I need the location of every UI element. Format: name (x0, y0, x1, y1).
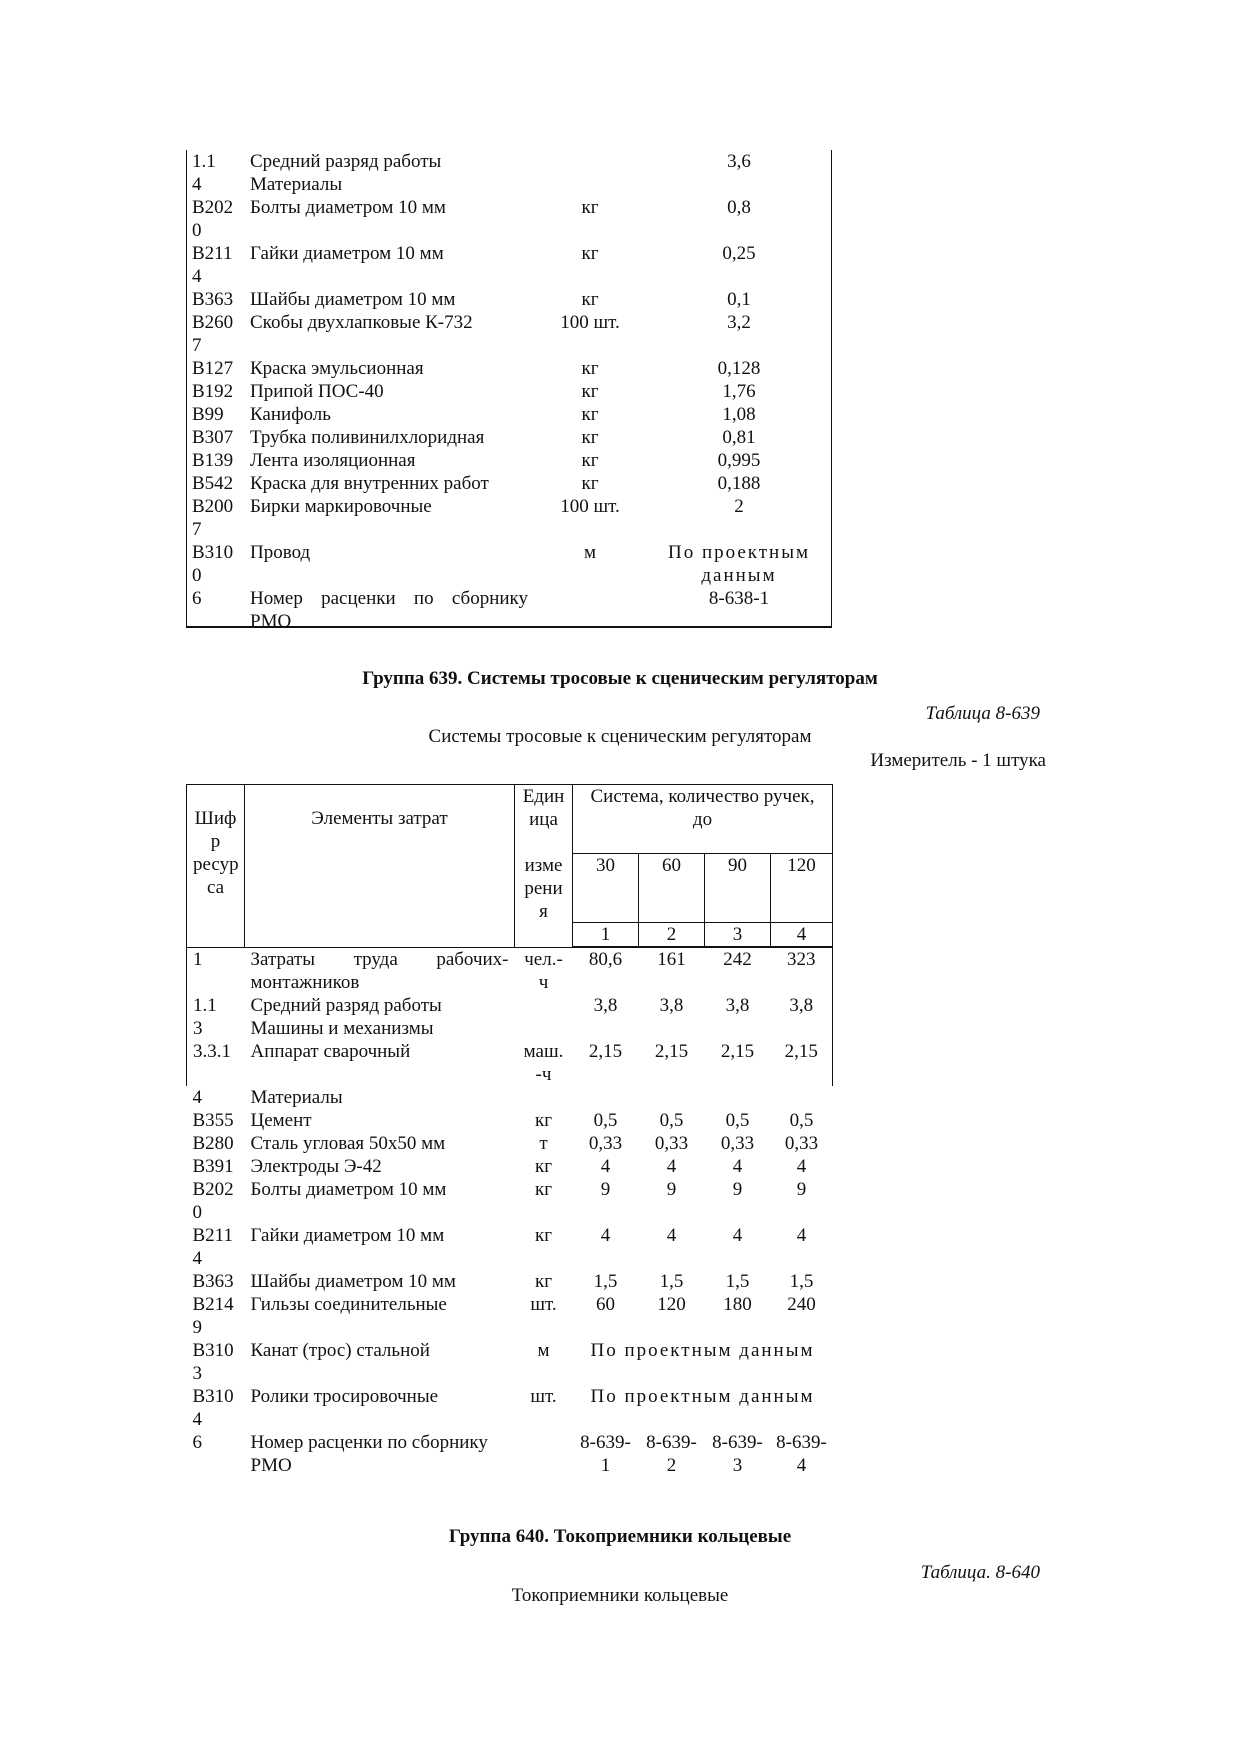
resource-code: В211 4 (192, 243, 233, 287)
unit: м (583, 542, 597, 563)
resource-code: В363 (192, 289, 234, 310)
resource-code: В280 (192, 1132, 234, 1154)
value-col-4 (771, 1086, 833, 1109)
value-col-1: 4 (600, 1155, 611, 1177)
value-col-4: 8-639- 4 (776, 1431, 827, 1476)
resource-code: 1.1 3 (187, 994, 245, 1040)
value-col-4: 4 (796, 1155, 807, 1177)
resource-code: В391 (192, 1155, 234, 1177)
value-col-4: 3,8 (771, 994, 833, 1040)
unit: кг (534, 1109, 553, 1131)
resource-code: В139 (192, 450, 234, 471)
value: 1,76 (722, 381, 756, 402)
value-col-3 (705, 1086, 771, 1109)
header-col-120: 120 (771, 854, 833, 923)
value-col-4: 9 (796, 1178, 807, 1200)
value-col-1: 0,33 (588, 1132, 623, 1154)
value-col-2: 0,5 (659, 1109, 684, 1131)
table-row (186, 587, 832, 633)
cost-element: Электроды Э-42 (250, 1155, 382, 1177)
cost-element: Цемент (250, 1109, 312, 1131)
resource-code: В192 (192, 381, 234, 402)
cost-element: Болты диаметром 10 мм (250, 1178, 447, 1200)
resource-code: В127 (192, 358, 234, 379)
value-col-1: 8-639- 1 (580, 1431, 631, 1476)
cost-element: Болты диаметром 10 мм (250, 197, 446, 218)
resource-code: В260 7 (192, 312, 234, 356)
table-row (186, 311, 832, 357)
value-col-1: 4 (600, 1224, 611, 1246)
value-col-1: 0,5 (593, 1109, 618, 1131)
value-col-2: 9 (666, 1178, 677, 1200)
value-col-1: 1,5 (593, 1270, 618, 1292)
cost-element: Шайбы диаметром 10 мм (250, 289, 456, 310)
cost-element: Аппарат сварочный (250, 1040, 411, 1062)
value-col-3: 180 (723, 1293, 752, 1315)
table-row (186, 288, 832, 311)
cost-element: Номер расценки по сборнику РМО (250, 588, 528, 632)
value-col-2: 0,33 (654, 1132, 689, 1154)
cost-element: Припой ПОС-40 (250, 381, 384, 402)
value-col-3: 3,8 (725, 994, 750, 1016)
unit: шт. (530, 1293, 557, 1315)
table-row (186, 380, 832, 403)
table-row (186, 357, 832, 380)
value: 8-638-1 (708, 588, 770, 609)
value-col-3: 8-639- 3 (712, 1431, 763, 1476)
value: По проектным данным (667, 542, 811, 586)
cost-element: Гильзы соединительные (250, 1293, 447, 1315)
value-col-4: 1,5 (789, 1270, 814, 1292)
cost-element: Бирки маркировочные (250, 496, 432, 517)
header-num-2: 2 (639, 923, 705, 948)
resource-code: 6 (192, 588, 202, 609)
table-row (186, 242, 832, 288)
header-resource-code: Шиф р ресур са (187, 785, 245, 948)
table-row (187, 1385, 833, 1431)
table-caption-640: Токоприемники кольцевые (511, 1585, 729, 1606)
table-row (186, 541, 832, 587)
resource-code: В202 0 (192, 1178, 234, 1223)
unit: кг (581, 289, 599, 310)
table-row (186, 150, 832, 196)
value-col-4: 2,15 (771, 1040, 833, 1086)
unit: кг (534, 1178, 553, 1200)
value-col-3: 242 (723, 949, 752, 970)
value-col-2: 2,15 (654, 1040, 689, 1062)
value-col-3: 9 (732, 1178, 743, 1200)
resource-code: В200 7 (192, 496, 234, 540)
value-col-2: 3,8 (659, 994, 684, 1016)
value: 0,188 (717, 473, 761, 494)
value-col-2: 1,5 (659, 1270, 684, 1292)
table-row (187, 1109, 833, 1132)
unit: чел.- ч (524, 948, 563, 993)
table-row (186, 426, 832, 449)
value-col-1: 9 (600, 1178, 611, 1200)
cost-element: Канифоль (250, 404, 331, 425)
unit: кг (581, 243, 599, 264)
table-row (187, 1224, 833, 1270)
cost-element: Гайки диаметром 10 мм (250, 243, 444, 264)
unit: кг (534, 1155, 553, 1177)
unit (534, 150, 646, 196)
value-col-3: 4 (732, 1155, 743, 1177)
unit (515, 994, 573, 1040)
table-row (187, 1270, 833, 1293)
table-row (187, 1293, 833, 1339)
table-number-8-639: Таблица 8-639 (925, 703, 1040, 724)
cost-element: Краска для внутренних работ (250, 473, 489, 494)
cost-element: Канат (трос) стальной (250, 1339, 430, 1361)
value-col-4: 0,33 (784, 1132, 819, 1154)
value-col-1: 60 (596, 1293, 615, 1315)
table-row (187, 1132, 833, 1155)
resource-code: В307 (192, 427, 234, 448)
table-row (187, 1086, 833, 1109)
resource-code: В202 0 (192, 197, 234, 241)
value: 3,2 (727, 312, 751, 333)
resource-code: В310 0 (192, 542, 234, 586)
value: 0,995 (717, 450, 761, 471)
group-639-heading: Группа 639. Системы тросовые к сценическим регуляторам (362, 668, 878, 689)
resource-code: 1 (187, 947, 245, 994)
value-col-2: 4 (666, 1155, 677, 1177)
value-col-2: 8-639- 2 (646, 1431, 697, 1476)
cost-element: Шайбы диаметром 10 мм (250, 1270, 456, 1292)
table-caption-639: Системы тросовые к сценическим регуляторам (428, 726, 812, 747)
value-col-3: 4 (732, 1224, 743, 1246)
unit: кг (581, 381, 599, 402)
value-col-1: 80,6 (588, 949, 623, 970)
cost-element: Средний разряд работы Машины и механизмы (250, 994, 442, 1039)
resource-code: 6 (192, 1431, 202, 1453)
unit: кг (581, 197, 599, 218)
resource-code: В99 (192, 404, 224, 425)
resource-code: В355 (192, 1109, 234, 1131)
value-col-2: 161 (657, 949, 686, 970)
value-col-3: 0,5 (725, 1109, 750, 1131)
value-col-4: 323 (771, 947, 833, 994)
value-col-2: 4 (666, 1224, 677, 1246)
resource-code: В363 (192, 1270, 234, 1292)
header-col-30: 30 (573, 854, 639, 923)
table-row (187, 1040, 833, 1086)
value: 0,81 (722, 427, 756, 448)
header-col-90: 90 (705, 854, 771, 923)
table-row (186, 196, 832, 242)
header-num-3: 3 (705, 923, 771, 948)
value-by-project: По проектным данным (590, 1339, 815, 1361)
value: 1,08 (722, 404, 756, 425)
unit: шт. (530, 1385, 557, 1407)
unit (534, 587, 646, 633)
cable-systems-table (186, 784, 833, 1477)
value-by-project: По проектным данным (590, 1385, 815, 1407)
value-col-4: 240 (787, 1293, 816, 1315)
cost-element: Сталь угловая 50x50 мм (250, 1132, 446, 1154)
value: 0,8 (727, 197, 751, 218)
value-col-2: 120 (657, 1293, 686, 1315)
resource-code: В214 9 (192, 1293, 234, 1338)
cost-element: Скобы двухлапковые К-732 (250, 312, 473, 333)
table-row (186, 449, 832, 472)
table-row (187, 1339, 833, 1385)
value: 3,6 (727, 151, 751, 172)
value: 0,128 (717, 358, 761, 379)
cost-element: Лента изоляционная (250, 450, 416, 471)
resource-code: В310 3 (192, 1339, 234, 1384)
unit: т (539, 1132, 548, 1154)
cost-element: Провод (250, 542, 311, 563)
header-unit-bottom: изме рени я (515, 854, 573, 948)
resource-code: 3.3.1 (187, 1040, 245, 1086)
table-row (187, 1431, 833, 1477)
cost-element: Гайки диаметром 10 мм (250, 1224, 445, 1246)
table-row (186, 472, 832, 495)
unit (515, 1431, 573, 1477)
table-row (187, 947, 833, 994)
resource-code: В310 4 (192, 1385, 234, 1430)
value-col-3: 0,33 (720, 1132, 755, 1154)
resource-code: В542 (192, 473, 234, 494)
header-col-60: 60 (639, 854, 705, 923)
unit: 100 шт. (560, 496, 620, 517)
value: 2 (734, 496, 744, 517)
value-col-3: 2,15 (720, 1040, 755, 1062)
unit: кг (581, 473, 599, 494)
table-number-8-640: Таблица. 8-640 (920, 1562, 1040, 1583)
table-row (186, 403, 832, 426)
resource-code: 1.1 4 (192, 151, 216, 195)
cost-element: Затраты труда рабочих-монтажников (250, 948, 509, 993)
value-col-4: 0,5 (789, 1109, 814, 1131)
value-col-4: 4 (796, 1224, 807, 1246)
table-row (186, 495, 832, 541)
cost-element: Номер расценки по сборнику РМО (250, 1431, 488, 1476)
materials-table-continued (186, 150, 832, 633)
unit: кг (581, 450, 599, 471)
header-cost-elements: Элементы затрат (245, 785, 515, 948)
unit: кг (581, 358, 599, 379)
unit: 100 шт. (560, 312, 620, 333)
unit: кг (534, 1224, 553, 1246)
value-col-2 (639, 1086, 705, 1109)
unit (515, 1086, 573, 1109)
value-col-3: 1,5 (725, 1270, 750, 1292)
group-640-heading: Группа 640. Токоприемники кольцевые (448, 1526, 792, 1547)
cost-element: Средний разряд работы Материалы (250, 151, 442, 195)
unit: м (537, 1339, 550, 1361)
header-num-4: 4 (771, 923, 833, 948)
resource-code: 4 (192, 1086, 202, 1108)
header-num-1: 1 (573, 923, 639, 948)
value-col-1 (573, 1086, 639, 1109)
unit: маш. -ч (523, 1040, 564, 1085)
unit: кг (534, 1270, 553, 1292)
table-row (187, 1155, 833, 1178)
unit: кг (581, 427, 599, 448)
unit: кг (581, 404, 599, 425)
value: 0,1 (727, 289, 751, 310)
value-col-1: 3,8 (593, 994, 618, 1016)
value-col-1: 2,15 (588, 1040, 623, 1062)
table-row (187, 994, 833, 1040)
header-system: Система, количество ручек, до (573, 785, 833, 854)
measure-unit: Измеритель - 1 штука (870, 750, 1046, 771)
value: 0,25 (722, 243, 756, 264)
resource-code: В211 4 (192, 1224, 233, 1269)
header-unit-top: Един ица (515, 785, 573, 854)
cost-element: Ролики тросировочные (250, 1385, 439, 1407)
cost-element: Материалы (250, 1086, 343, 1108)
cost-element: Трубка поливинилхлоридная (250, 427, 485, 448)
table-row (187, 1178, 833, 1224)
cost-element: Краска эмульсионная (250, 358, 424, 379)
